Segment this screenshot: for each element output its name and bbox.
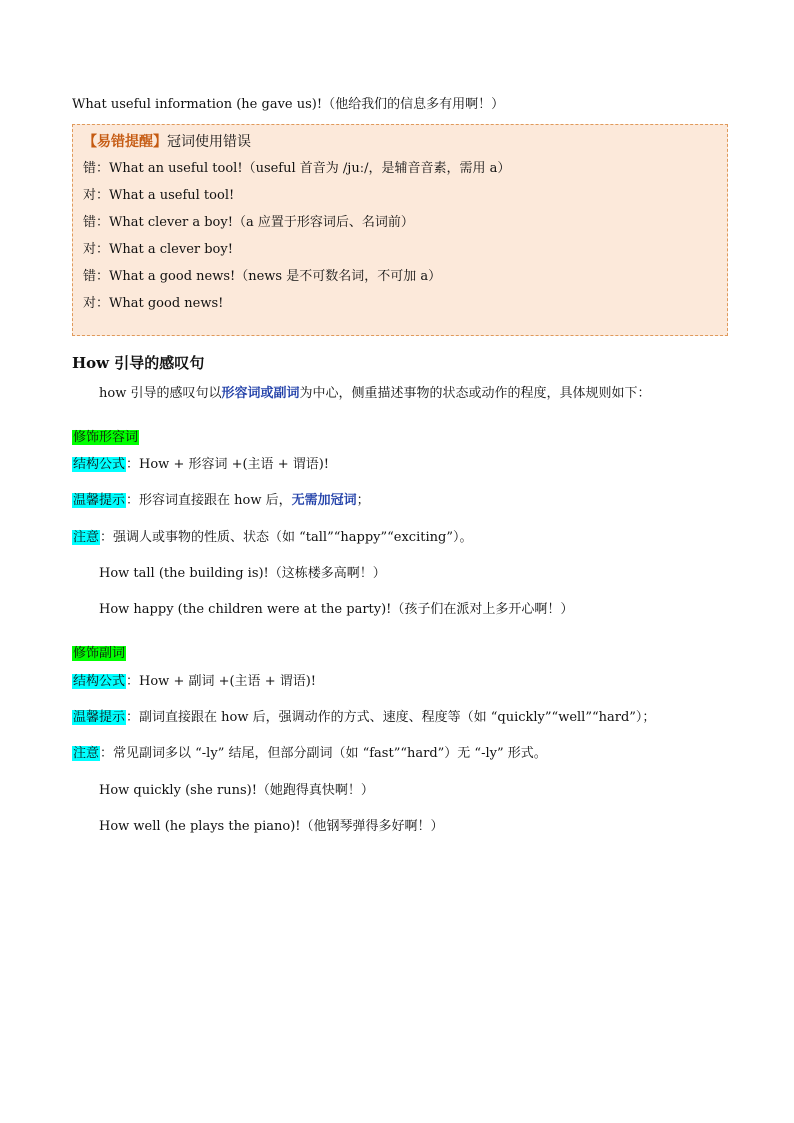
tip-text: ； [356,493,370,508]
warning-row: 对：What a useful tool! [83,188,235,203]
warning-box [72,124,728,336]
note-label: 注意 [73,746,100,761]
note-label: 注意 [73,530,100,545]
warning-heading [83,131,251,151]
adj-label-text: 修饰形容词 [73,430,139,445]
adj-label [72,429,139,447]
formula-text: ：How + 形容词 +(主语 + 谓语)! [126,457,330,472]
warning-row: 对：What a clever boy! [83,242,233,257]
adv-tip [72,709,655,727]
tip-text: ：副词直接跟在 how 后，强调动作的方式、速度、程度等（如 “quickly”“well”“hard”）； [126,710,656,725]
note-text: ：常见副词多以 “-ly” 结尾，但部分副词（如 “fast”“hard”）无 “-ly” 形式。 [100,746,547,761]
adv-note [72,745,547,763]
formula-label: 结构公式 [73,457,126,472]
formula-text: ：How + 副词 +(主语 + 谓语)! [126,674,317,689]
warning-row: 错：What an useful tool!（useful 首音为 /juː/，是辅音音素，需用 a） [83,161,511,176]
formula-label: 结构公式 [73,674,126,689]
adv-label [72,645,126,663]
warning-row: 错：What a good news!（news 是不可数名词，不可加 a） [83,269,442,284]
warning-tag: 【易错提醒】 [83,134,167,150]
warning-row: 对：What good news! [83,296,224,311]
warning-row: 错：What clever a boy!（a 应置于形容词后、名词前） [83,215,414,230]
tip-label: 温馨提示 [73,493,126,508]
tip-text: ：形容词直接跟在 how 后， [126,493,292,508]
warning-title: 冠词使用错误 [167,134,251,150]
adv-example: How quickly (she runs)!（她跑得真快啊！） [99,783,374,798]
adv-label-text: 修饰副词 [73,646,126,661]
section-heading: How 引导的感叹句 [72,354,205,372]
tip-label: 温馨提示 [73,710,126,725]
intro-text: 为中心，侧重描述事物的状态或动作的程度，具体规则如下： [299,386,651,401]
section-intro [99,385,651,403]
tip-emphasis: 无需加冠词 [291,493,357,508]
note-text: ：强调人或事物的性质、状态（如 “tall”“happy”“exciting”）。 [100,530,473,545]
adv-example: How well (he plays the piano)!（他钢琴弹得多好啊！） [99,819,444,834]
adj-note [72,529,472,547]
intro-example: What useful information (he gave us)!（他给我们的信息多有用啊！） [72,97,505,112]
adj-formula [72,456,329,474]
intro-text: how 引导的感叹句以 [99,386,222,401]
adv-formula [72,673,316,691]
adj-example: How happy (the children were at the party)!（孩子们在派对上多开心啊！） [99,602,574,617]
adj-example: How tall (the building is)!（这栋楼多高啊！） [99,566,386,581]
adj-tip [72,492,370,510]
intro-emphasis: 形容词或副词 [221,386,300,401]
